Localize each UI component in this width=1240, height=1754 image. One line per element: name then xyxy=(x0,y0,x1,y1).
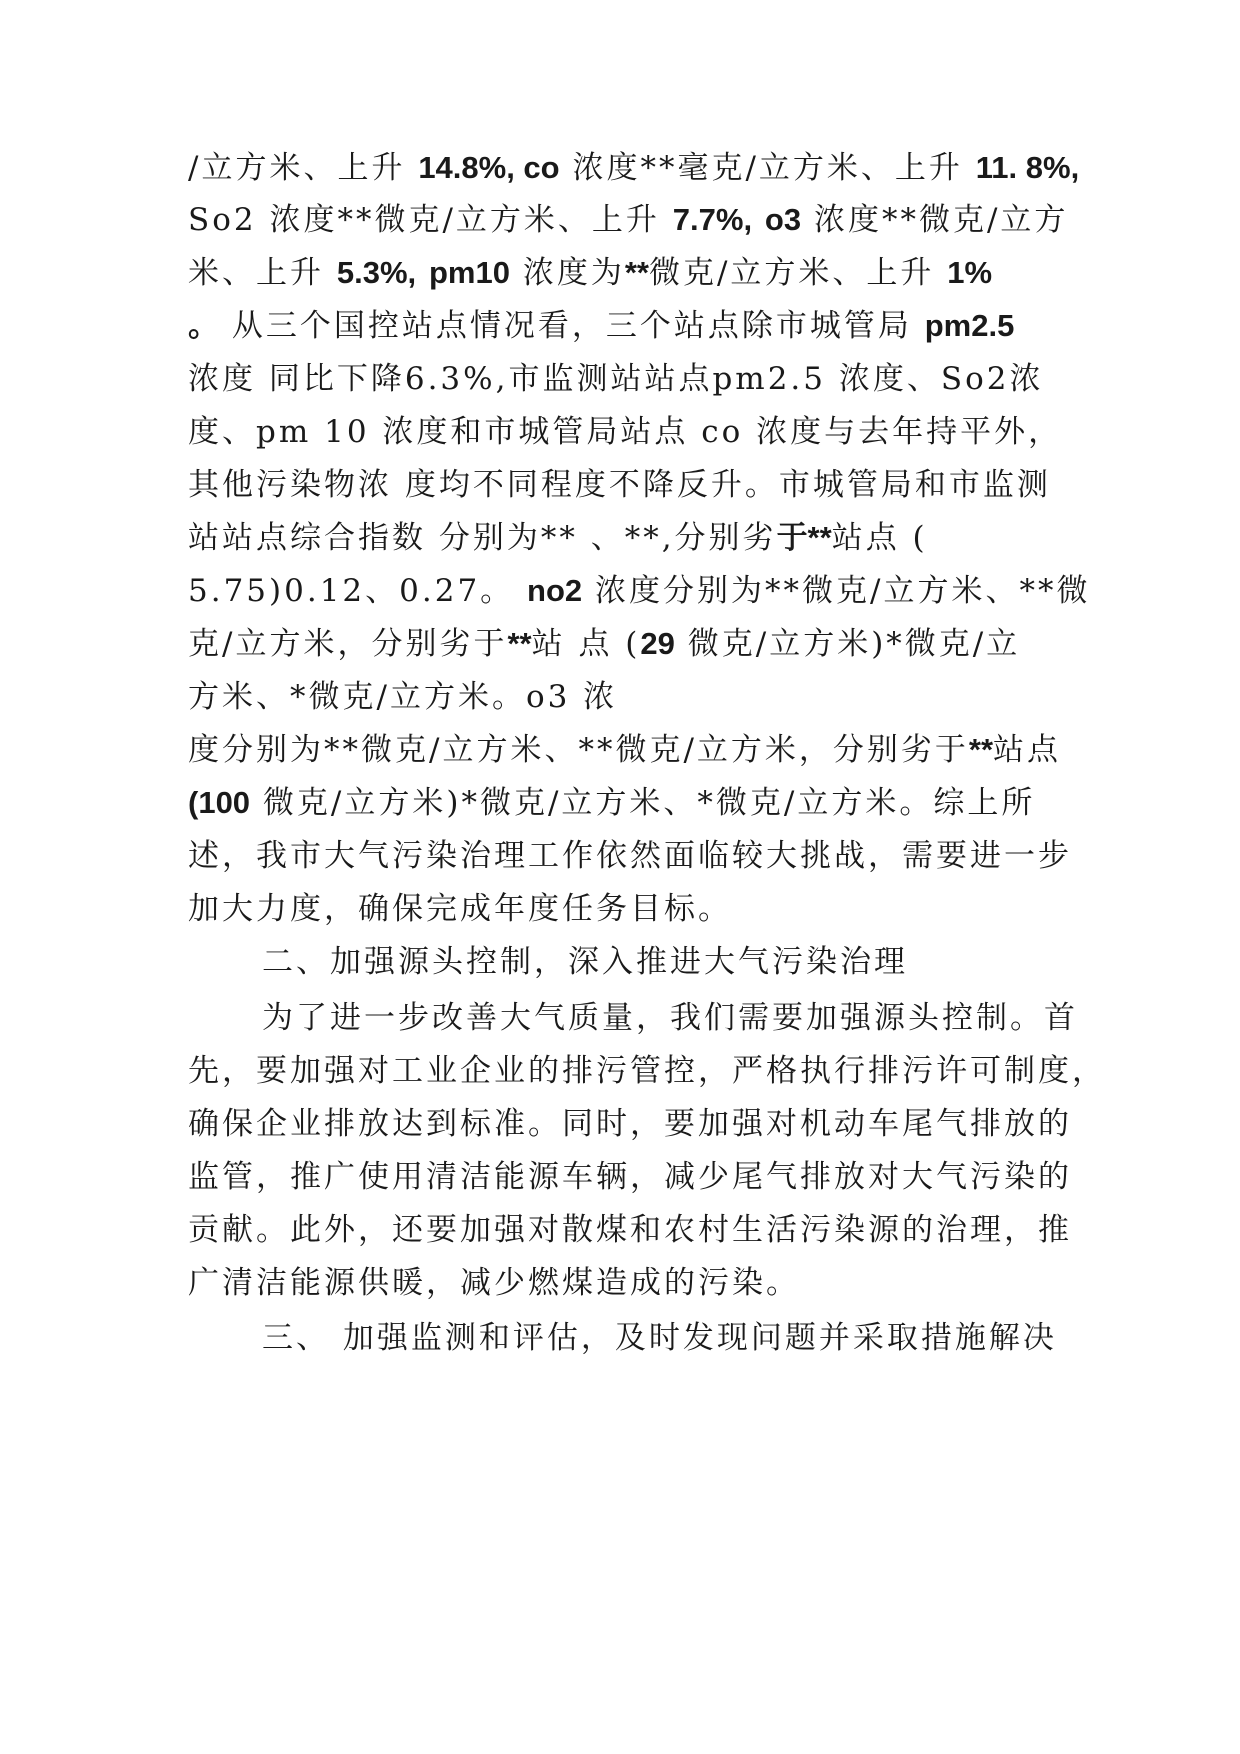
text-line: 克/立方米，分别劣于**站 点 (29 微克/立方米)*微克/立 xyxy=(188,626,1021,662)
text-line: 米、上升 5.3%, pm10 浓度为**微克/立方米、上升 1% xyxy=(188,255,993,291)
text-line: 。 从三个国控站点情况看，三个站点除市城管局 pm2.5 xyxy=(188,308,1015,344)
text-line: 其他污染物浓 度均不同程度不降反升。市城管局和市监测 xyxy=(188,467,1051,503)
text-line: 贡献。此外，还要加强对散煤和农村生活污染源的治理，推 xyxy=(188,1212,1072,1248)
text-line: 确保企业排放达到标准。同时，要加强对机动车尾气排放的 xyxy=(188,1106,1072,1142)
text-line: /立方米、上升 14.8%, co 浓度**毫克/立方米、上升 11. 8%, xyxy=(188,150,1080,186)
text-line: 监管，推广使用清洁能源车辆，减少尾气排放对大气污染的 xyxy=(188,1159,1072,1195)
text-line: 浓度 同比下降6.3%,市监测站站点pm2.5 浓度、So2浓 xyxy=(188,361,1044,397)
text-line: (100 微克/立方米)*微克/立方米、*微克/立方米。综上所 xyxy=(188,785,1036,821)
section-heading: 三、 加强监测和评估，及时发现问题并采取措施解决 xyxy=(262,1320,1057,1356)
text-line: 度分别为**微克/立方米、**微克/立方米，分别劣于**站点 xyxy=(188,732,1062,768)
text-line: 5.75)0.12、0.27。 no2 浓度分别为**微克/立方米、**微 xyxy=(188,573,1091,609)
text-line: 广清洁能源供暖，减少燃煤造成的污染。 xyxy=(188,1265,800,1301)
section-heading: 二、加强源头控制，深入推进大气污染治理 xyxy=(262,944,908,980)
text-line: 先，要加强对工业企业的排污管控，严格执行排污许可制度， xyxy=(188,1053,1106,1089)
text-line: 站站点综合指数 分别为** 、**,分别劣于**站点 ( xyxy=(188,520,928,556)
text-line: 为了进一步改善大气质量，我们需要加强源头控制。首 xyxy=(262,1000,1078,1036)
text-line: 度、pm 10 浓度和市城管局站点 co 浓度与去年持平外， xyxy=(188,414,1063,450)
text-line: 加大力度，确保完成年度任务目标。 xyxy=(188,891,732,927)
text-line: So2 浓度**微克/立方米、上升 7.7%, o3 浓度**微克/立方 xyxy=(188,202,1069,238)
text-line: 方米、*微克/立方米。o3 浓 xyxy=(188,679,618,715)
text-line: 述，我市大气污染治理工作依然面临较大挑战，需要进一步 xyxy=(188,838,1072,874)
